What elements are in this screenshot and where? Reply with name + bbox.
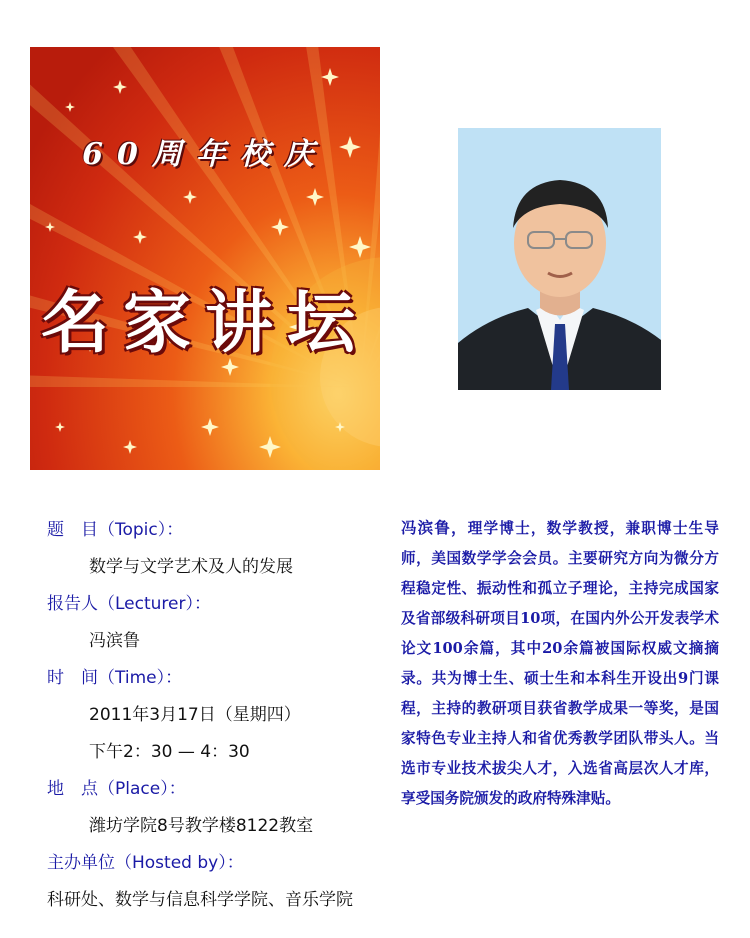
lecturer-label: 报告人（Lecturer）： (47, 594, 211, 614)
topic-value: 数学与文学艺术及人的发展 (89, 557, 293, 577)
time-hours: 下午2：30 — 4：30 (89, 742, 250, 762)
banner-subtitle: 60周年校庆 (82, 137, 328, 172)
host-value: 科研处、数学与信息科学学院、音乐学院 (47, 890, 353, 910)
lecturer-bio (401, 513, 719, 814)
lecture-info (47, 512, 387, 919)
topic-label: 题 目（Topic）： (47, 520, 184, 540)
lecturer-value: 冯滨鲁 (89, 631, 140, 651)
lecturer-photo (458, 128, 661, 390)
banner-background (30, 47, 380, 470)
bio-name: 冯滨鲁， (401, 518, 468, 537)
banner-title: 名家讲坛 (40, 283, 369, 363)
time-label: 时 间（Time）： (47, 668, 183, 688)
banner (30, 47, 380, 470)
place-value: 潍坊学院8号教学楼8122教室 (89, 816, 314, 836)
host-label: 主办单位（Hosted by）： (47, 853, 244, 873)
time-date: 2011年3月17日（星期四） (89, 705, 301, 725)
place-label: 地 点（Place）： (47, 779, 186, 799)
bio-text: 理学博士，数学教授，兼职博士生导师，美国数学学会会员。主要研究方向为微分方程稳定性、振动性和孤立子理论，主持完成国家及省部级科研项目10项，在国内外公开发表学术论文100余篇，其中20余篇被国际权威文摘摘录。共为博士生、硕士生和本科生开设出9门课程，主持的教研项目获省教学成果一等奖，是国家特色专业主持人和省优秀教学团队带头人。当选市专业技术拔尖人才，入选省高层次人才库，享受国务院颁发的政府特殊津贴。 (401, 520, 719, 807)
